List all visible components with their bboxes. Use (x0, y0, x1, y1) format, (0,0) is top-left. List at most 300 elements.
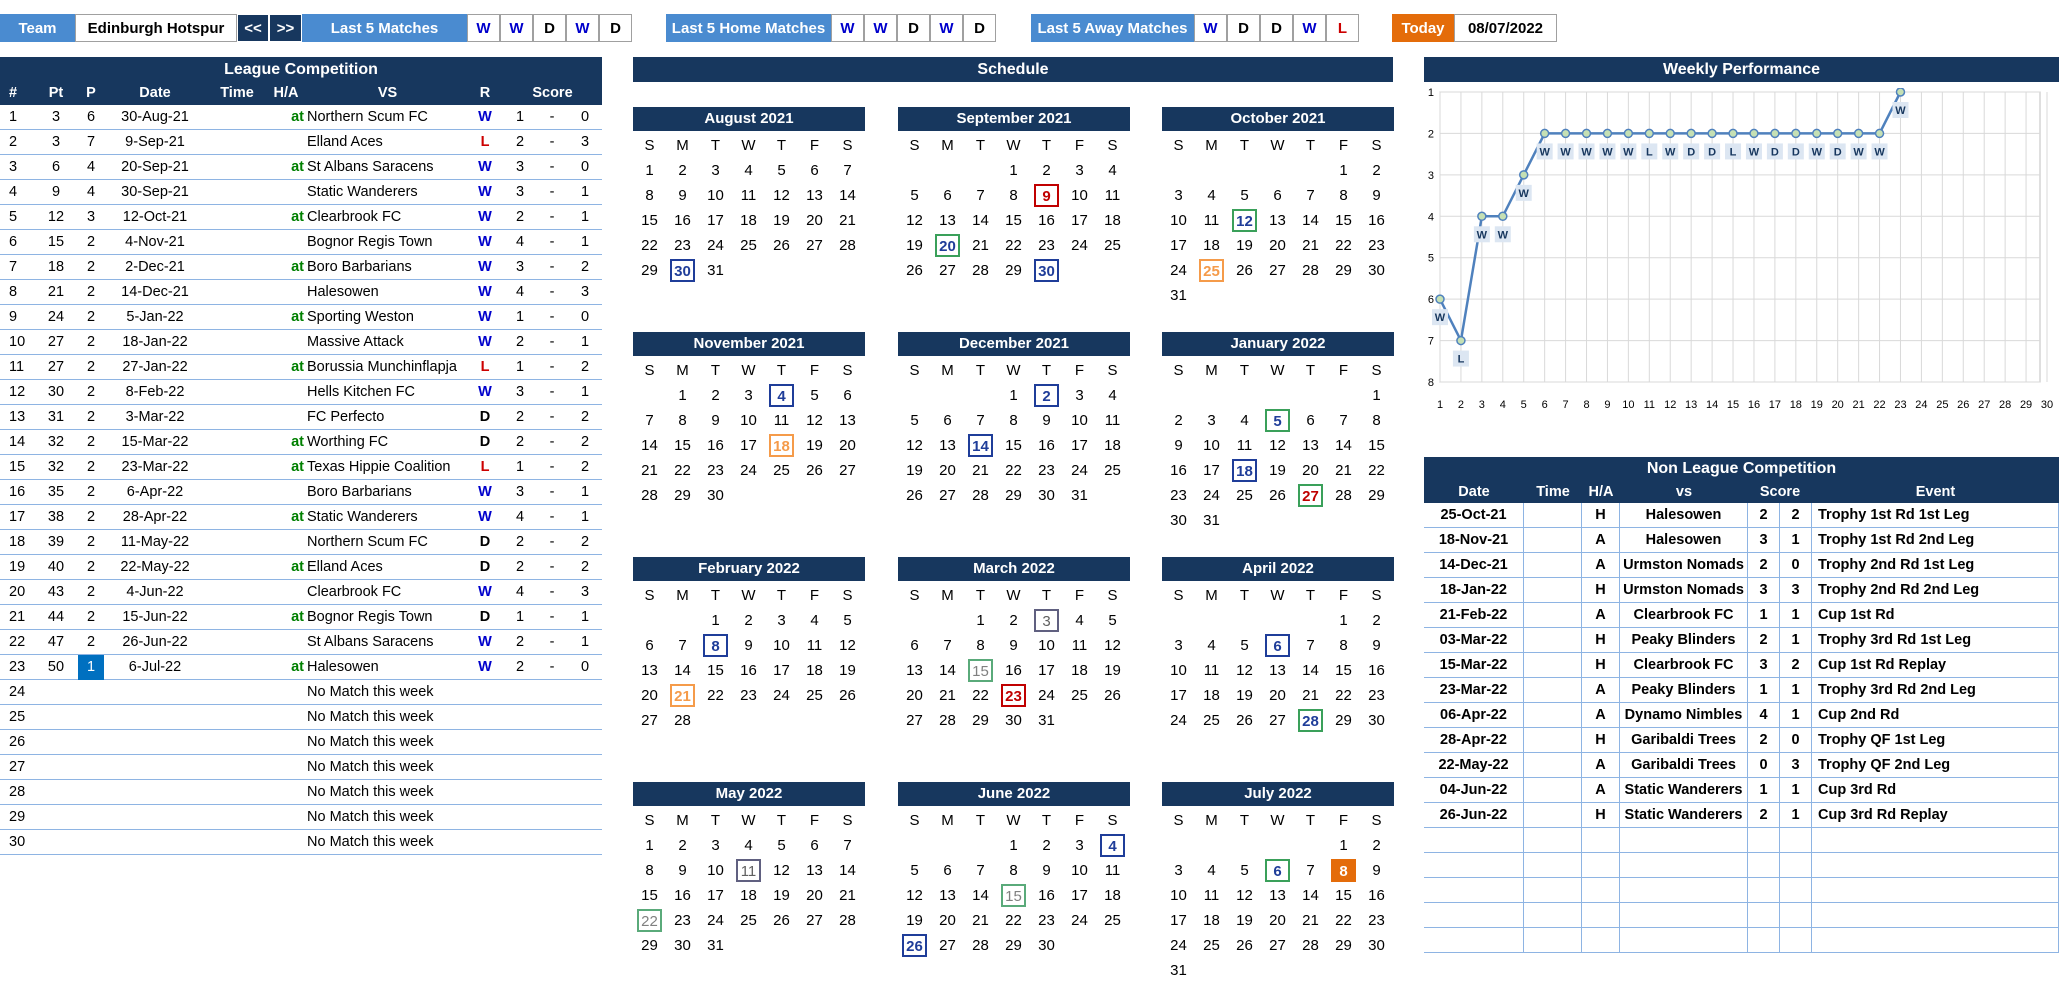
calendar-day[interactable]: 1 (1009, 837, 1018, 854)
calendar-day[interactable]: 15 (641, 212, 658, 229)
calendar-day[interactable]: 17 (707, 887, 724, 904)
calendar-day[interactable]: 2 (1042, 162, 1051, 179)
calendar-day[interactable]: 7 (1339, 412, 1348, 429)
calendar-day[interactable]: 19 (1236, 237, 1253, 254)
match-day[interactable]: 30 (1034, 259, 1059, 282)
calendar-day[interactable]: 25 (806, 687, 823, 704)
calendar-day[interactable]: 20 (906, 687, 923, 704)
calendar-day[interactable]: 14 (1302, 212, 1319, 229)
table-row[interactable] (0, 430, 602, 455)
calendar-day[interactable]: 24 (707, 237, 724, 254)
calendar-day[interactable]: 17 (1203, 462, 1220, 479)
calendar-day[interactable]: 20 (1269, 237, 1286, 254)
calendar-day[interactable]: 16 (1038, 887, 1055, 904)
calendar-day[interactable]: 20 (806, 212, 823, 229)
calendar-day[interactable]: 4 (1108, 162, 1117, 179)
calendar-day[interactable]: 28 (839, 912, 856, 929)
calendar-day[interactable]: 19 (839, 662, 856, 679)
calendar-day[interactable]: 13 (1269, 887, 1286, 904)
calendar-day[interactable]: 16 (1368, 662, 1385, 679)
calendar-day[interactable]: 1 (1339, 612, 1348, 629)
calendar-day[interactable]: 13 (939, 887, 956, 904)
calendar-day[interactable]: 21 (839, 212, 856, 229)
calendar-day[interactable]: 22 (674, 462, 691, 479)
calendar-day[interactable]: 3 (777, 612, 786, 629)
calendar-day[interactable]: 16 (1368, 887, 1385, 904)
calendar-day[interactable]: 7 (843, 837, 852, 854)
calendar-day[interactable]: 8 (976, 637, 985, 654)
table-row[interactable] (0, 680, 602, 705)
table-row[interactable] (1424, 928, 2059, 953)
calendar-day[interactable]: 10 (707, 187, 724, 204)
calendar-day[interactable]: 3 (1174, 187, 1183, 204)
table-row[interactable] (0, 705, 602, 730)
calendar-day[interactable]: 4 (1240, 412, 1249, 429)
calendar-day[interactable]: 26 (906, 487, 923, 504)
calendar-day[interactable]: 5 (910, 187, 919, 204)
calendar-day[interactable]: 10 (1170, 887, 1187, 904)
calendar-day[interactable]: 1 (678, 387, 687, 404)
table-row[interactable] (0, 630, 602, 655)
calendar-day[interactable]: 11 (1203, 887, 1220, 904)
table-row[interactable] (1424, 603, 2059, 628)
calendar-day[interactable]: 4 (1207, 637, 1216, 654)
match-day[interactable]: 8 (703, 634, 728, 657)
calendar-day[interactable]: 22 (1368, 462, 1385, 479)
match-day[interactable]: 6 (1265, 859, 1290, 882)
calendar-day[interactable]: 31 (707, 262, 724, 279)
calendar-day[interactable]: 6 (810, 837, 819, 854)
calendar-day[interactable]: 5 (1240, 862, 1249, 879)
calendar-day[interactable]: 23 (1038, 462, 1055, 479)
calendar-day[interactable]: 5 (777, 837, 786, 854)
table-row[interactable] (1424, 803, 2059, 828)
calendar-day[interactable]: 12 (1104, 637, 1121, 654)
calendar-day[interactable]: 21 (1302, 237, 1319, 254)
calendar-day[interactable]: 27 (1269, 262, 1286, 279)
match-day[interactable]: 21 (670, 684, 695, 707)
table-row[interactable] (1424, 578, 2059, 603)
calendar-day[interactable]: 26 (773, 912, 790, 929)
table-row[interactable] (0, 805, 602, 830)
table-row[interactable] (0, 405, 602, 430)
match-day[interactable]: 11 (736, 859, 761, 882)
calendar-day[interactable]: 25 (1104, 237, 1121, 254)
calendar-day[interactable]: 2 (678, 162, 687, 179)
table-row[interactable] (0, 480, 602, 505)
calendar-day[interactable]: 20 (939, 462, 956, 479)
calendar-day[interactable]: 7 (843, 162, 852, 179)
calendar-day[interactable]: 26 (773, 237, 790, 254)
table-row[interactable] (0, 230, 602, 255)
table-row[interactable] (0, 280, 602, 305)
calendar-day[interactable]: 5 (810, 387, 819, 404)
calendar-day[interactable]: 20 (1269, 912, 1286, 929)
match-day[interactable]: 5 (1265, 409, 1290, 432)
calendar-day[interactable]: 28 (674, 712, 691, 729)
calendar-day[interactable]: 13 (939, 437, 956, 454)
match-day[interactable]: 6 (1265, 634, 1290, 657)
calendar-day[interactable]: 8 (1009, 412, 1018, 429)
calendar-day[interactable]: 26 (906, 262, 923, 279)
calendar-day[interactable]: 22 (1335, 687, 1352, 704)
calendar-day[interactable]: 4 (1207, 187, 1216, 204)
calendar-day[interactable]: 13 (641, 662, 658, 679)
calendar-day[interactable]: 21 (939, 687, 956, 704)
calendar-day[interactable]: 13 (806, 187, 823, 204)
calendar-day[interactable]: 29 (1368, 487, 1385, 504)
calendar-day[interactable]: 30 (1368, 937, 1385, 954)
calendar-day[interactable]: 28 (641, 487, 658, 504)
calendar-day[interactable]: 15 (1368, 437, 1385, 454)
calendar-day[interactable]: 8 (645, 862, 654, 879)
table-row[interactable] (1424, 753, 2059, 778)
match-day[interactable]: 14 (968, 434, 993, 457)
calendar-day[interactable]: 1 (1339, 837, 1348, 854)
calendar-day[interactable]: 13 (806, 862, 823, 879)
calendar-day[interactable]: 6 (1273, 187, 1282, 204)
calendar-day[interactable]: 4 (810, 612, 819, 629)
calendar-day[interactable]: 21 (972, 237, 989, 254)
calendar-day[interactable]: 31 (707, 937, 724, 954)
calendar-day[interactable]: 29 (674, 487, 691, 504)
table-row[interactable] (0, 155, 602, 180)
match-day[interactable]: 26 (902, 934, 927, 957)
calendar-day[interactable]: 17 (1038, 662, 1055, 679)
calendar-day[interactable]: 6 (1306, 412, 1315, 429)
calendar-day[interactable]: 22 (641, 237, 658, 254)
calendar-day[interactable]: 19 (906, 237, 923, 254)
calendar-day[interactable]: 2 (711, 387, 720, 404)
calendar-day[interactable]: 2 (1372, 612, 1381, 629)
calendar-day[interactable]: 23 (1368, 687, 1385, 704)
calendar-day[interactable]: 22 (1335, 912, 1352, 929)
calendar-day[interactable]: 22 (1005, 237, 1022, 254)
calendar-day[interactable]: 29 (1335, 262, 1352, 279)
calendar-day[interactable]: 2 (1372, 837, 1381, 854)
calendar-day[interactable]: 7 (943, 637, 952, 654)
calendar-day[interactable]: 18 (806, 662, 823, 679)
calendar-day[interactable]: 14 (674, 662, 691, 679)
table-row[interactable] (0, 755, 602, 780)
calendar-day[interactable]: 27 (1269, 937, 1286, 954)
calendar-day[interactable]: 19 (1236, 687, 1253, 704)
calendar-day[interactable]: 6 (943, 187, 952, 204)
calendar-day[interactable]: 2 (1042, 837, 1051, 854)
calendar-day[interactable]: 12 (773, 862, 790, 879)
calendar-day[interactable]: 24 (1038, 687, 1055, 704)
calendar-day[interactable]: 11 (773, 412, 790, 429)
calendar-day[interactable]: 3 (1075, 387, 1084, 404)
calendar-day[interactable]: 24 (1071, 237, 1088, 254)
calendar-day[interactable]: 12 (906, 437, 923, 454)
calendar-day[interactable]: 27 (1269, 712, 1286, 729)
calendar-day[interactable]: 26 (806, 462, 823, 479)
calendar-day[interactable]: 29 (1335, 712, 1352, 729)
calendar-day[interactable]: 4 (1207, 862, 1216, 879)
calendar-day[interactable]: 24 (1170, 937, 1187, 954)
calendar-day[interactable]: 28 (972, 262, 989, 279)
calendar-day[interactable]: 28 (1302, 262, 1319, 279)
calendar-day[interactable]: 8 (1339, 187, 1348, 204)
calendar-day[interactable]: 28 (839, 237, 856, 254)
table-row[interactable] (0, 530, 602, 555)
calendar-day[interactable]: 29 (972, 712, 989, 729)
calendar-day[interactable]: 18 (1203, 912, 1220, 929)
calendar-day[interactable]: 14 (839, 187, 856, 204)
match-day[interactable]: 28 (1298, 709, 1323, 732)
calendar-day[interactable]: 11 (1203, 662, 1220, 679)
next-team-button[interactable]: >> (269, 14, 302, 42)
calendar-day[interactable]: 18 (1104, 212, 1121, 229)
calendar-day[interactable]: 23 (1038, 912, 1055, 929)
calendar-day[interactable]: 19 (1236, 912, 1253, 929)
prev-team-button[interactable]: << (237, 14, 269, 42)
calendar-day[interactable]: 15 (1005, 212, 1022, 229)
table-row[interactable] (0, 130, 602, 155)
match-day[interactable]: 18 (1232, 459, 1257, 482)
calendar-day[interactable]: 24 (740, 462, 757, 479)
table-row[interactable] (0, 180, 602, 205)
calendar-day[interactable]: 19 (906, 462, 923, 479)
calendar-day[interactable]: 29 (1005, 487, 1022, 504)
calendar-day[interactable]: 23 (674, 237, 691, 254)
calendar-day[interactable]: 10 (1071, 862, 1088, 879)
calendar-day[interactable]: 7 (1306, 637, 1315, 654)
calendar-day[interactable]: 25 (1203, 937, 1220, 954)
calendar-day[interactable]: 19 (1104, 662, 1121, 679)
calendar-day[interactable]: 16 (674, 212, 691, 229)
match-day[interactable]: 22 (637, 909, 662, 932)
calendar-day[interactable]: 19 (806, 437, 823, 454)
calendar-day[interactable]: 25 (1104, 462, 1121, 479)
calendar-day[interactable]: 27 (939, 937, 956, 954)
calendar-day[interactable]: 4 (744, 837, 753, 854)
calendar-day[interactable]: 31 (1203, 512, 1220, 529)
calendar-day[interactable]: 24 (1071, 912, 1088, 929)
calendar-day[interactable]: 15 (1335, 212, 1352, 229)
calendar-day[interactable]: 2 (1009, 612, 1018, 629)
match-day[interactable]: 18 (769, 434, 794, 457)
calendar-day[interactable]: 15 (641, 887, 658, 904)
calendar-day[interactable]: 27 (839, 462, 856, 479)
calendar-day[interactable]: 23 (1038, 237, 1055, 254)
table-row[interactable] (1424, 628, 2059, 653)
calendar-day[interactable]: 12 (906, 212, 923, 229)
calendar-day[interactable]: 22 (972, 687, 989, 704)
calendar-day[interactable]: 1 (976, 612, 985, 629)
table-row[interactable] (1424, 903, 2059, 928)
calendar-day[interactable]: 25 (740, 237, 757, 254)
calendar-day[interactable]: 26 (1236, 262, 1253, 279)
calendar-day[interactable]: 9 (1042, 862, 1051, 879)
calendar-day[interactable]: 27 (939, 262, 956, 279)
calendar-day[interactable]: 11 (1071, 637, 1088, 654)
calendar-day[interactable]: 3 (711, 162, 720, 179)
calendar-day[interactable]: 22 (1005, 912, 1022, 929)
calendar-day[interactable]: 23 (707, 462, 724, 479)
calendar-day[interactable]: 2 (1372, 162, 1381, 179)
calendar-day[interactable]: 23 (1170, 487, 1187, 504)
calendar-day[interactable]: 16 (1005, 662, 1022, 679)
calendar-day[interactable]: 14 (641, 437, 658, 454)
calendar-day[interactable]: 30 (1170, 512, 1187, 529)
calendar-day[interactable]: 18 (740, 212, 757, 229)
match-day[interactable]: 2 (1034, 384, 1059, 407)
calendar-day[interactable]: 25 (1236, 487, 1253, 504)
calendar-day[interactable]: 10 (1071, 412, 1088, 429)
table-row[interactable] (1424, 778, 2059, 803)
calendar-day[interactable]: 3 (1174, 862, 1183, 879)
calendar-day[interactable]: 28 (972, 487, 989, 504)
calendar-day[interactable]: 15 (707, 662, 724, 679)
calendar-day[interactable]: 24 (707, 912, 724, 929)
table-row[interactable] (0, 605, 602, 630)
calendar-day[interactable]: 7 (1306, 187, 1315, 204)
table-row[interactable] (1424, 653, 2059, 678)
calendar-day[interactable]: 17 (773, 662, 790, 679)
calendar-day[interactable]: 4 (744, 162, 753, 179)
calendar-day[interactable]: 21 (1302, 912, 1319, 929)
calendar-day[interactable]: 27 (806, 912, 823, 929)
calendar-day[interactable]: 12 (839, 637, 856, 654)
calendar-day[interactable]: 15 (1335, 887, 1352, 904)
calendar-day[interactable]: 1 (1009, 387, 1018, 404)
calendar-day[interactable]: 3 (711, 837, 720, 854)
table-row[interactable] (0, 655, 602, 680)
calendar-day[interactable]: 23 (1368, 912, 1385, 929)
match-day[interactable]: 4 (769, 384, 794, 407)
calendar-day[interactable]: 3 (1207, 412, 1216, 429)
calendar-day[interactable]: 24 (1203, 487, 1220, 504)
calendar-day[interactable]: 12 (1236, 662, 1253, 679)
calendar-day[interactable]: 23 (740, 687, 757, 704)
calendar-day[interactable]: 20 (806, 887, 823, 904)
calendar-day[interactable]: 18 (1203, 237, 1220, 254)
calendar-day[interactable]: 11 (806, 637, 823, 654)
calendar-day[interactable]: 17 (1170, 237, 1187, 254)
calendar-day[interactable]: 16 (707, 437, 724, 454)
calendar-day[interactable]: 26 (1236, 937, 1253, 954)
calendar-day[interactable]: 21 (1302, 687, 1319, 704)
calendar-day[interactable]: 12 (773, 187, 790, 204)
calendar-day[interactable]: 23 (674, 912, 691, 929)
calendar-day[interactable]: 9 (678, 187, 687, 204)
calendar-day[interactable]: 17 (1071, 887, 1088, 904)
calendar-day[interactable]: 20 (839, 437, 856, 454)
calendar-day[interactable]: 10 (773, 637, 790, 654)
calendar-day[interactable]: 8 (1009, 187, 1018, 204)
calendar-day[interactable]: 16 (1170, 462, 1187, 479)
calendar-day[interactable]: 14 (839, 862, 856, 879)
table-row[interactable] (0, 580, 602, 605)
calendar-day[interactable]: 10 (1170, 212, 1187, 229)
calendar-day[interactable]: 31 (1038, 712, 1055, 729)
calendar-day[interactable]: 12 (1236, 887, 1253, 904)
calendar-day[interactable]: 30 (1368, 712, 1385, 729)
calendar-day[interactable]: 16 (1038, 437, 1055, 454)
calendar-day[interactable]: 9 (1009, 637, 1018, 654)
calendar-day[interactable]: 17 (707, 212, 724, 229)
calendar-day[interactable]: 23 (1368, 237, 1385, 254)
calendar-day[interactable]: 7 (976, 862, 985, 879)
table-row[interactable] (1424, 728, 2059, 753)
calendar-day[interactable]: 3 (1075, 162, 1084, 179)
calendar-day[interactable]: 9 (1372, 637, 1381, 654)
calendar-day[interactable]: 11 (1203, 212, 1220, 229)
calendar-day[interactable]: 7 (645, 412, 654, 429)
calendar-day[interactable]: 9 (1372, 187, 1381, 204)
calendar-day[interactable]: 26 (1236, 712, 1253, 729)
calendar-day[interactable]: 10 (1038, 637, 1055, 654)
team-select[interactable]: Edinburgh Hotspur (75, 14, 237, 42)
calendar-day[interactable]: 5 (1240, 187, 1249, 204)
calendar-day[interactable]: 3 (1174, 637, 1183, 654)
table-row[interactable] (1424, 853, 2059, 878)
match-day[interactable]: 4 (1100, 834, 1125, 857)
table-row[interactable] (0, 455, 602, 480)
match-day[interactable]: 12 (1232, 209, 1257, 232)
table-row[interactable] (1424, 828, 2059, 853)
calendar-day[interactable]: 14 (1335, 437, 1352, 454)
calendar-day[interactable]: 22 (1005, 462, 1022, 479)
calendar-day[interactable]: 16 (1038, 212, 1055, 229)
table-row[interactable] (0, 380, 602, 405)
calendar-day[interactable]: 9 (1372, 862, 1381, 879)
calendar-day[interactable]: 24 (1071, 462, 1088, 479)
calendar-day[interactable]: 14 (939, 662, 956, 679)
calendar-day[interactable]: 30 (1005, 712, 1022, 729)
calendar-day[interactable]: 27 (939, 487, 956, 504)
calendar-day[interactable]: 18 (740, 887, 757, 904)
calendar-day[interactable]: 8 (1339, 637, 1348, 654)
table-row[interactable] (1424, 528, 2059, 553)
calendar-day[interactable]: 30 (1038, 937, 1055, 954)
calendar-day[interactable]: 20 (939, 912, 956, 929)
calendar-day[interactable]: 17 (740, 437, 757, 454)
calendar-day[interactable]: 31 (1170, 962, 1187, 979)
table-row[interactable] (0, 555, 602, 580)
calendar-day[interactable]: 21 (839, 887, 856, 904)
calendar-day[interactable]: 15 (1335, 662, 1352, 679)
calendar-day[interactable]: 2 (678, 837, 687, 854)
calendar-day[interactable]: 30 (1038, 487, 1055, 504)
calendar-day[interactable]: 13 (839, 412, 856, 429)
calendar-day[interactable]: 24 (1170, 712, 1187, 729)
calendar-day[interactable]: 16 (740, 662, 757, 679)
calendar-day[interactable]: 6 (943, 862, 952, 879)
calendar-day[interactable]: 5 (1108, 612, 1117, 629)
calendar-day[interactable]: 1 (1009, 162, 1018, 179)
calendar-day[interactable]: 10 (707, 862, 724, 879)
calendar-day[interactable]: 7 (976, 187, 985, 204)
calendar-day[interactable]: 17 (1071, 437, 1088, 454)
calendar-day[interactable]: 16 (674, 887, 691, 904)
calendar-day[interactable]: 30 (1368, 262, 1385, 279)
table-row[interactable] (0, 780, 602, 805)
calendar-day[interactable]: 12 (806, 412, 823, 429)
calendar-day[interactable]: 22 (1335, 237, 1352, 254)
calendar-day[interactable]: 20 (641, 687, 658, 704)
calendar-day[interactable]: 14 (1302, 662, 1319, 679)
calendar-day[interactable]: 25 (1104, 912, 1121, 929)
calendar-day[interactable]: 11 (740, 187, 757, 204)
calendar-day[interactable]: 3 (744, 387, 753, 404)
calendar-day[interactable]: 31 (1071, 487, 1088, 504)
calendar-day[interactable]: 2 (1174, 412, 1183, 429)
calendar-day[interactable]: 18 (1071, 662, 1088, 679)
calendar-day[interactable]: 27 (806, 237, 823, 254)
